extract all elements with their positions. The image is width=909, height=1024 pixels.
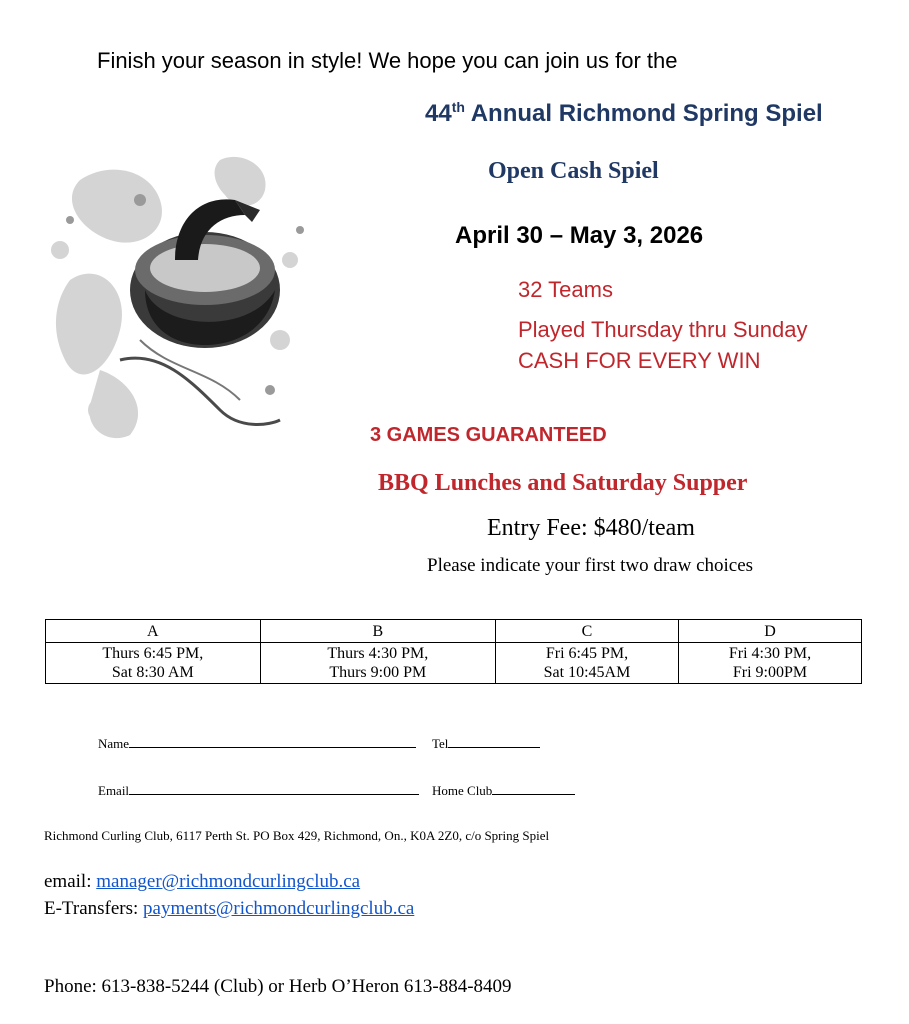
draw-header-b: B <box>260 620 495 643</box>
title-ordinal-suffix: th <box>451 99 465 115</box>
phone-numbers: Phone: 613-838-5244 (Club) or Herb O’Heron 613-884-8409 <box>44 976 512 997</box>
draw-cell-c <box>495 643 678 684</box>
event-subtitle: Open Cash Spiel <box>488 158 659 184</box>
home-club-input-line[interactable] <box>492 782 575 795</box>
draw-time: Thurs 6:45 PM, <box>102 645 204 662</box>
draw-header-c: C <box>495 620 678 643</box>
title-number: 44 <box>425 100 452 127</box>
draw-time: Fri 4:30 PM, <box>728 645 812 662</box>
play-days: Played Thursday thru Sunday <box>518 317 808 342</box>
name-label: Name <box>98 736 130 751</box>
draw-cell-d <box>679 643 862 684</box>
table-row <box>46 643 862 684</box>
draw-time: Thurs 9:00 PM <box>329 664 427 681</box>
tel-input-line[interactable] <box>448 735 540 748</box>
cash-note: CASH FOR EVERY WIN <box>518 348 761 373</box>
home-club-label: Home Club <box>432 783 493 798</box>
draw-cell-a <box>46 643 261 684</box>
title-rest: Annual Richmond Spring Spiel <box>464 100 823 127</box>
draw-time: Thurs 4:30 PM, <box>327 645 429 662</box>
event-title <box>425 99 823 128</box>
home-club-field <box>432 782 575 799</box>
draw-time: Fri 9:00PM <box>732 664 808 681</box>
tel-field <box>432 735 540 752</box>
games-guaranteed: 3 GAMES GUARANTEED <box>370 424 607 446</box>
intro-text: Finish your season in style! We hope you can join us for the <box>97 48 678 73</box>
contact-email-line <box>44 871 360 893</box>
email-input-line[interactable] <box>129 782 419 795</box>
entry-fee: Entry Fee: $480/team <box>487 515 695 541</box>
table-header-row <box>46 620 862 643</box>
draw-time: Fri 6:45 PM, <box>545 645 629 662</box>
name-field <box>98 735 416 752</box>
draw-time: Sat 10:45AM <box>543 664 631 681</box>
draw-choices-table <box>45 619 862 684</box>
club-address: Richmond Curling Club, 6117 Perth St. PO Box 429, Richmond, On., K0A 2Z0, c/o Spring Spiel <box>44 828 550 843</box>
draw-time: Sat 8:30 AM <box>111 664 194 681</box>
event-dates: April 30 – May 3, 2026 <box>455 222 704 249</box>
email-label: Email <box>98 783 130 798</box>
tel-label: Tel <box>432 736 449 751</box>
contact-email-link[interactable]: manager@richmondcurlingclub.ca <box>96 871 361 892</box>
email-field <box>98 782 419 799</box>
draw-header-d: D <box>679 620 862 643</box>
etransfer-email-link[interactable]: payments@richmondcurlingclub.ca <box>143 898 415 919</box>
curling-stone-illustration <box>40 140 320 450</box>
teams-count: 32 Teams <box>518 277 613 302</box>
name-input-line[interactable] <box>129 735 416 748</box>
draw-header-a: A <box>46 620 261 643</box>
contact-email-label: email: <box>44 871 97 892</box>
bbq-note: BBQ Lunches and Saturday Supper <box>378 470 748 496</box>
etransfer-line <box>44 898 414 920</box>
etransfer-label: E-Transfers: <box>44 898 144 919</box>
draw-cell-b <box>260 643 495 684</box>
draw-instructions: Please indicate your first two draw choices <box>427 555 754 576</box>
